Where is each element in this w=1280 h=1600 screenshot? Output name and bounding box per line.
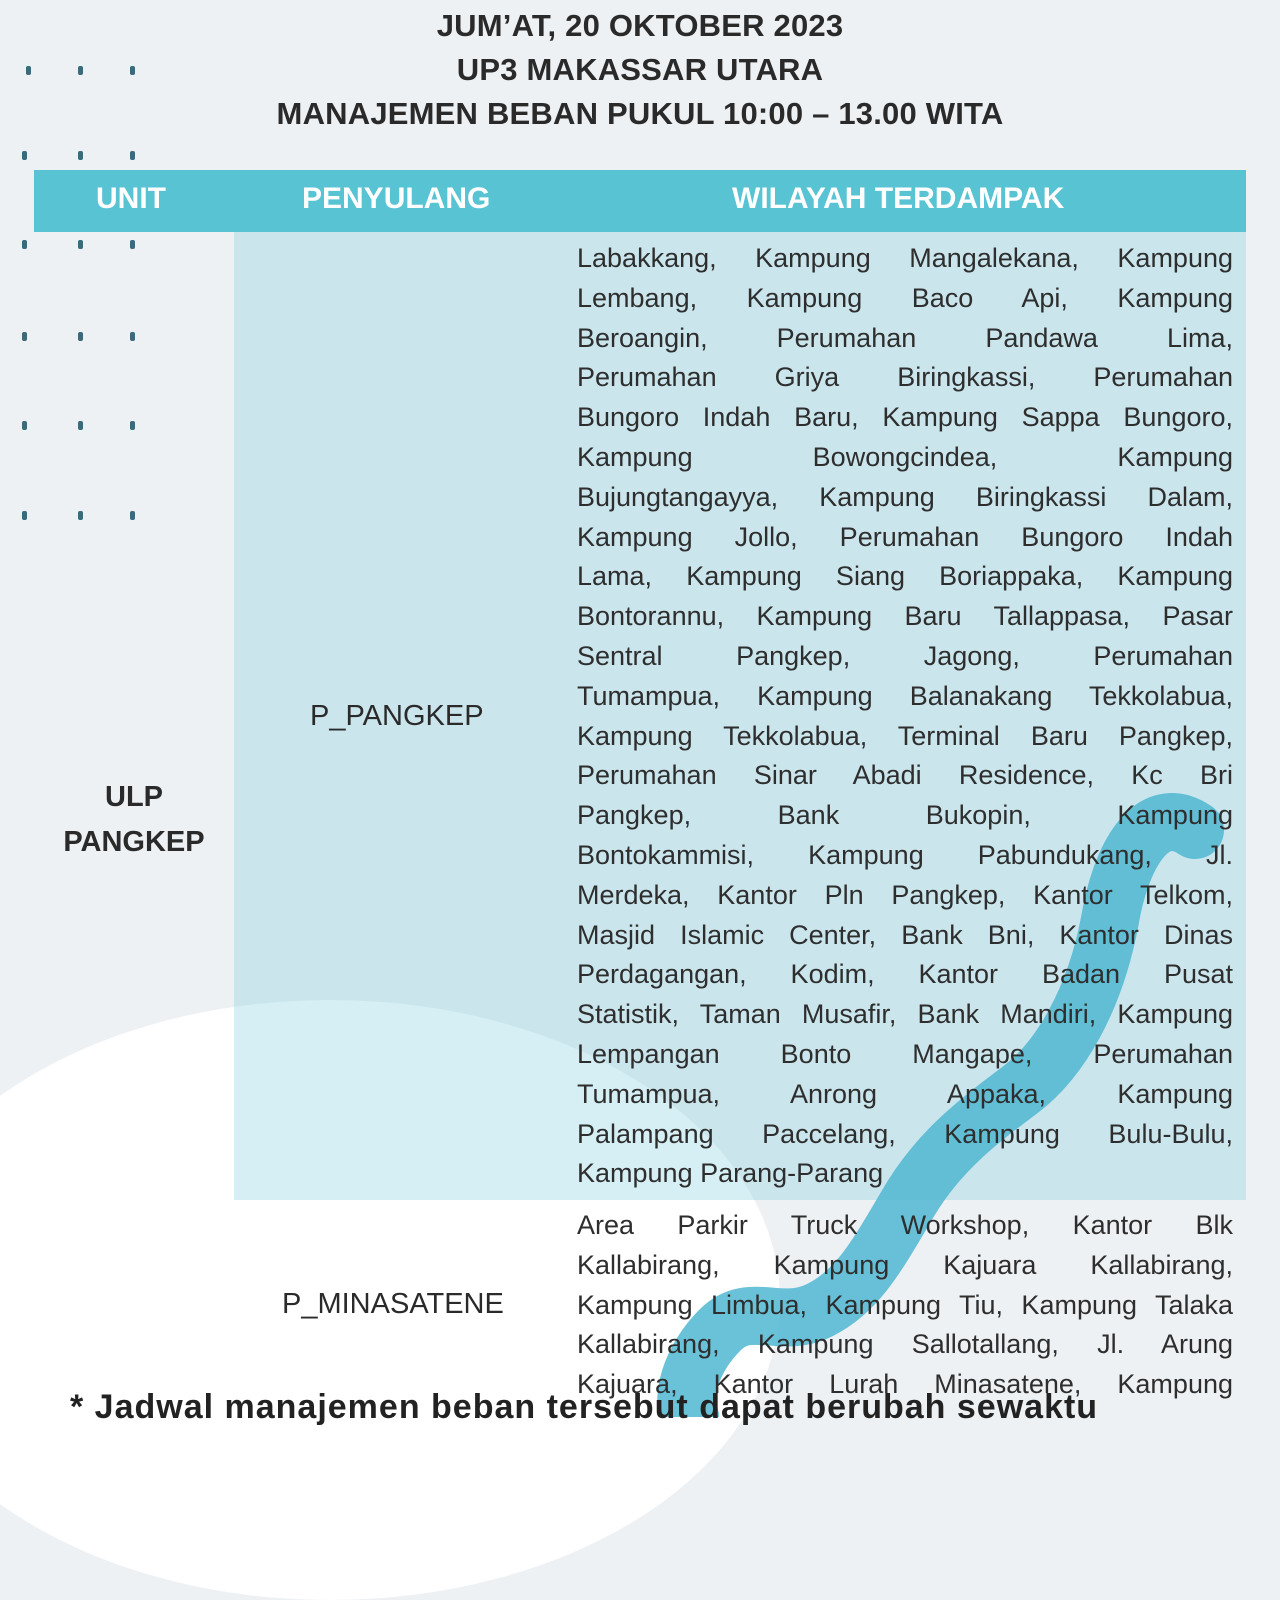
area-line: Statistik, Taman Musafir, Bank Mandiri, Kampung: [577, 999, 1233, 1030]
area-line: Kampung Bowongcindea, Kampung: [577, 441, 1233, 472]
area-line: Lembang, Kampung Baco Api, Kampung: [577, 282, 1233, 313]
feeder-name: P_MINASATENE: [282, 1288, 504, 1320]
area-line: Perdagangan, Kodim, Kantor Badan Pusat: [577, 959, 1233, 990]
area-line: Perumahan Sinar Abadi Residence, Kc Bri: [577, 760, 1233, 791]
area-line: Palampang Paccelang, Kampung Bulu-Bulu,: [577, 1118, 1233, 1149]
area-line: Kampung Limbua, Kampung Tiu, Kampung Talaka: [577, 1289, 1233, 1320]
area-line: Labakkang, Kampung Mangalekana, Kampung: [577, 243, 1233, 273]
affected-areas-p-pangkep: [577, 239, 1233, 1194]
area-line: Kallabirang, Kampung Sallotallang, Jl. Arung: [577, 1329, 1233, 1360]
footnote: * Jadwal manajemen beban tersebut dapat berubah sewaktu: [70, 1388, 1099, 1426]
area-line: Masjid Islamic Center, Bank Bni, Kantor Dinas: [577, 919, 1233, 950]
area-line: Sentral Pangkep, Jagong, Perumahan: [577, 640, 1233, 671]
column-header-penyulang: PENYULANG: [302, 182, 491, 215]
area-line: Pangkep, Bank Bukopin, Kampung: [577, 800, 1233, 831]
area-line: Area Parkir Truck Workshop, Kantor Blk: [577, 1210, 1233, 1240]
area-line: Bungoro Indah Baru, Kampung Sappa Bungoro,: [577, 402, 1233, 433]
area-line: Kampung Jollo, Perumahan Bungoro Indah: [577, 521, 1233, 552]
table-header-bar: [34, 170, 1246, 232]
area-line: Kampung Parang-Parang: [577, 1158, 884, 1189]
column-header-wilayah: WILAYAH TERDAMPAK: [732, 182, 1065, 215]
unit-cell: [34, 775, 234, 865]
area-line: Kallabirang, Kampung Kajuara Kallabirang,: [577, 1249, 1233, 1280]
area-line: Kampung Tekkolabua, Terminal Baru Pangkep,: [577, 720, 1233, 751]
unit-line-2: PANGKEP: [63, 826, 205, 858]
area-line: Lempangan Bonto Mangape, Perumahan: [577, 1038, 1233, 1069]
area-line: Beroangin, Perumahan Pandawa Lima,: [577, 322, 1233, 353]
header-unit: UP3 MAKASSAR UTARA: [456, 52, 824, 87]
area-line: Bontokammisi, Kampung Pabundukang, Jl.: [577, 839, 1233, 870]
header-date: JUM’AT, 20 OKTOBER 2023: [436, 8, 844, 43]
area-line: Kajuara, Kantor Lurah Minasatene, Kampung: [577, 1369, 1233, 1400]
area-line: Tumampua, Kampung Balanakang Tekkolabua,: [577, 680, 1233, 711]
area-line: Tumampua, Anrong Appaka, Kampung: [577, 1078, 1233, 1109]
area-line: Perumahan Griya Biringkassi, Perumahan: [577, 362, 1233, 393]
feeder-name: P_PANGKEP: [310, 700, 484, 732]
unit-line-1: ULP: [105, 781, 163, 813]
area-line: Merdeka, Kantor Pln Pangkep, Kantor Telkom,: [577, 879, 1233, 910]
area-line: Bontorannu, Kampung Baru Tallappasa, Pasar: [577, 601, 1233, 632]
page-header: [0, 0, 1280, 136]
header-schedule: MANAJEMEN BEBAN PUKUL 10:00 – 13.00 WITA: [276, 96, 1004, 131]
area-line: Lama, Kampung Siang Boriappaka, Kampung: [577, 561, 1233, 592]
column-header-unit: UNIT: [96, 182, 166, 215]
area-line: Bujungtangayya, Kampung Biringkassi Dalam,: [577, 481, 1233, 512]
affected-areas-p-minasatene: [577, 1206, 1233, 1405]
